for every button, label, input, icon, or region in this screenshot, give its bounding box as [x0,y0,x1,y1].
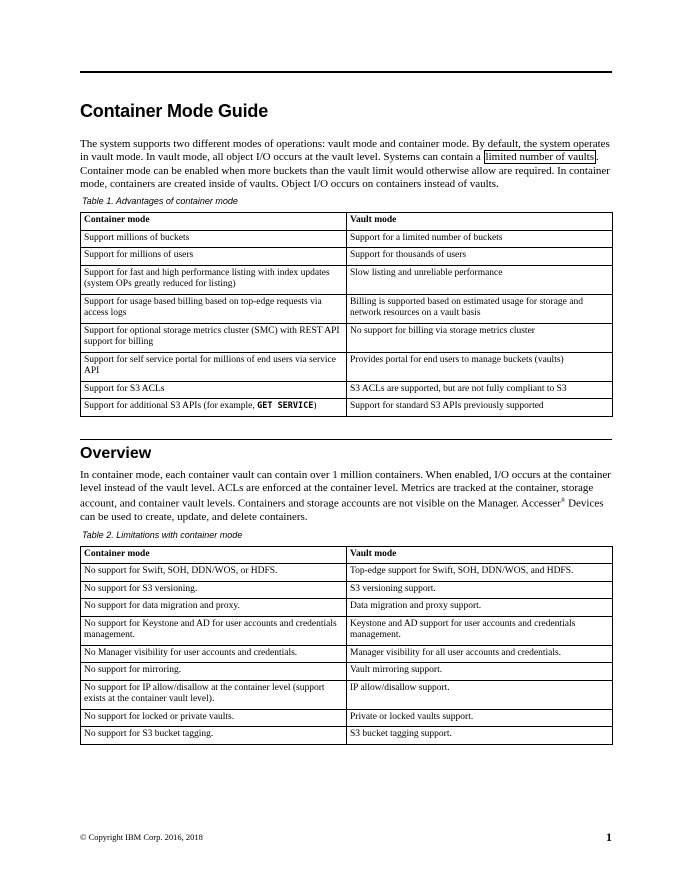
table-cell: No support for IP allow/disallow at the container level (support exists at the container vault level). [81,680,347,709]
table-cell: Support for thousands of users [347,248,613,266]
table-row [81,381,613,399]
advantages-table [80,212,613,417]
table-cell: Top-edge support for Swift, SOH, DDN/WOS, and HDFS. [347,564,613,582]
table-cell: Support for standard S3 APIs previously supported [347,399,613,417]
section-rule [80,439,612,440]
table-row [81,230,613,248]
column-header: Container mode [81,546,347,564]
table-cell: Manager visibility for all user accounts and credentials. [347,645,613,663]
table-row [81,294,613,323]
column-header: Vault mode [347,546,613,564]
table-row [81,680,613,709]
table-row [81,248,613,266]
table-row [81,616,613,645]
table-cell: Billing is supported based on estimated usage for storage and network resources on a vault basis [347,294,613,323]
main-content [80,138,612,745]
table-cell: Support for self service portal for millions of end users via service API [81,352,347,381]
table-row [81,323,613,352]
table-cell: No support for Keystone and AD for user accounts and credentials management. [81,616,347,645]
table-row [81,709,613,727]
table-cell: Support for millions of users [81,248,347,266]
table-cell: S3 versioning support. [347,581,613,599]
table-cell: S3 ACLs are supported, but are not fully compliant to S3 [347,381,613,399]
table-row [81,581,613,599]
table-cell: Support millions of buckets [81,230,347,248]
table-cell: Vault mirroring support. [347,663,613,681]
table-row [81,599,613,617]
overview-text-2: Devices can be used to create, update, and delete containers. [80,497,604,524]
table-row [81,352,613,381]
table-cell: No support for billing via storage metrics cluster [347,323,613,352]
table-row [81,265,613,294]
table1-caption: Table 1. Advantages of container mode [82,196,238,207]
limitations-table [80,546,613,745]
table-cell: No support for data migration and proxy. [81,599,347,617]
table-cell: Support for usage based billing based on top-edge requests via access logs [81,294,347,323]
table-row [81,564,613,582]
limited-vaults-link[interactable]: limited number of vaults [485,151,594,164]
table-row [81,663,613,681]
overview-heading: Overview [80,444,152,462]
table-cell: No support for S3 versioning. [81,581,347,599]
column-header: Container mode [81,213,347,231]
table-cell: Support for a limited number of buckets [347,230,613,248]
table-cell: No support for mirroring. [81,663,347,681]
get-service-code: GET SERVICE [257,401,314,412]
table-cell: Support for optional storage metrics cluster (SMC) with REST API support for billing [81,323,347,352]
page-title: Container Mode Guide [80,101,269,121]
table-cell: No Manager visibility for user accounts and credentials. [81,645,347,663]
table-row [81,399,613,417]
column-header: Vault mode [347,213,613,231]
table2-caption: Table 2. Limitations with container mode [82,529,243,540]
table-header-row [81,546,613,564]
table-cell: No support for locked or private vaults. [81,709,347,727]
table-header-row [81,213,613,231]
table-cell: Support for additional S3 APIs (for example, GET SERVICE) [81,399,347,417]
registered-mark: ® [560,498,566,505]
overview-text-1: In container mode, each container vault can contain over 1 million containers. When enabled, I/O occurs at the container level instead of the vault level. ACLs are enforced at the container level. Metrics are tracked at the container, storage account, and container vault levels. Containers and storage accounts are not visible on the Manager. Accesser [80,468,611,510]
table-cell: Data migration and proxy support. [347,599,613,617]
table-cell: Slow listing and unreliable performance [347,265,613,294]
copyright: © Copyright IBM Corp. 2016, 2018 [80,832,203,842]
table-cell: Support for fast and high performance listing with index updates (system OPs greatly reduced for listing) [81,265,347,294]
table-cell: S3 bucket tagging support. [347,727,613,745]
table-cell: IP allow/disallow support. [347,680,613,709]
page-number: 1 [606,830,612,844]
overview-paragraph [80,469,612,525]
table-row [81,645,613,663]
table-cell: Keystone and AD support for user accounts and credentials management. [347,616,613,645]
intro-text-1: The system supports two different modes of operations: vault mode and container mode. By default, the system operates in vault mode. In vault mode, all object I/O occurs at the vault level. Systems can contain a [80,138,610,164]
table-cell: Provides portal for end users to manage buckets (vaults) [347,352,613,381]
table-row [81,727,613,745]
top-rule [80,71,612,73]
table-cell: Support for S3 ACLs [81,381,347,399]
table-cell: Private or locked vaults support. [347,709,613,727]
intro-text-2: . Container mode can be enabled when more buckets than the vault limit would otherwise allow are required. In container mode, containers are created inside of vaults. Object I/O occurs on containers instead of vaults. [80,151,610,190]
footer [80,832,612,842]
intro-paragraph [80,138,612,191]
table-cell: No support for Swift, SOH, DDN/WOS, or HDFS. [81,564,347,582]
table-cell: No support for S3 bucket tagging. [81,727,347,745]
